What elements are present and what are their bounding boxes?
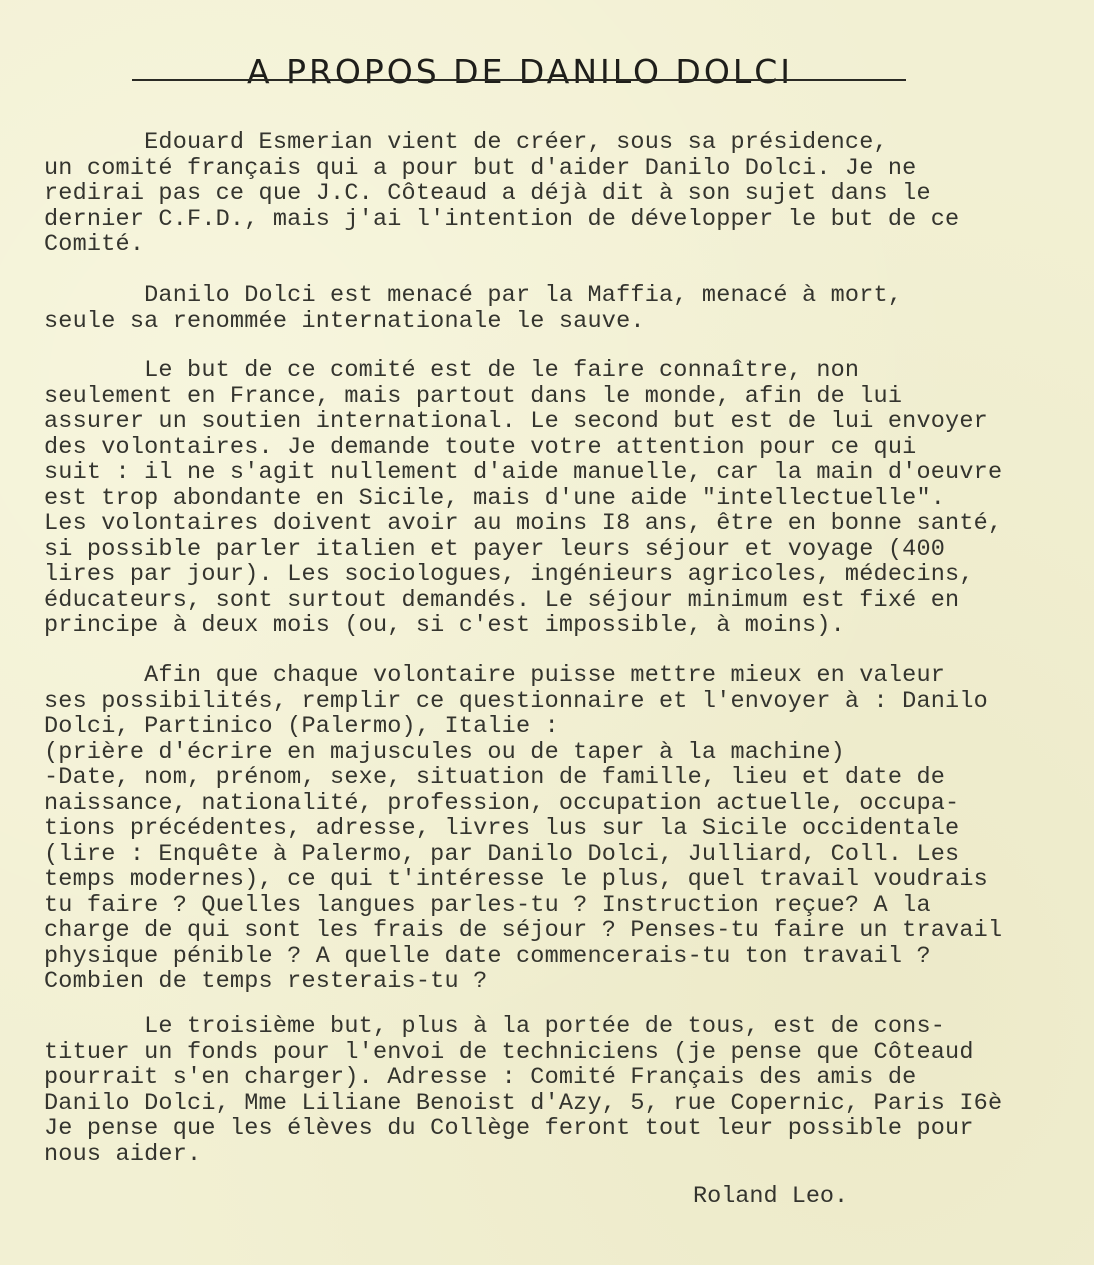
paragraph-threat: Danilo Dolci est menacé par la Maffia, menacé à mort, seule sa renommée internationale le sauve. [44,282,903,335]
paragraph-goals: Le but de ce comité est de le faire connaître, non seulement en France, mais partout dans le monde, afin de lui assurer un soutien international. Le second but est de lui envoyer des volontaires. Je demande toute votre attention pour ce qui suit : il ne s'agit nullement d'aide manuelle, car la main d'oeuvre est trop abondante en Sicile, mais d'une aide "intellectuelle". Les volontaires doivent avoir au moins I8 ans, être en bonne santé, si possible parler italien et payer leurs séjour et voyage (400 lires par jour). Les sociologues, ingénieurs agricoles, médecins, éducateurs, sont surtout demandés. Le séjour minimum est fixé en principe à deux mois (ou, si c'est impossible, à moins). [44,357,1003,639]
paragraph-intro: Edouard Esmerian vient de créer, sous sa présidence, un comité français qui a pour but d'aider Danilo Dolci. Je ne redirai pas ce que J.C. Côteaud a déjà dit à son sujet dans le dernier C.F.D., mais j'ai l'intention de développer le but de ce Comité. [44,129,960,258]
paragraph-fund: Le troisième but, plus à la portée de tous, est de cons- tituer un fonds pour l'envoi de techniciens (je pense que Côteaud pourrait s'en charger). Adresse : Comité Français des amis de Danilo Dolci, Mme Liliane Benoist d'Azy, 5, rue Copernic, Paris I6è Je pense que les élèves du Collège feront tout leur possible pour nous aider. [44,1013,1003,1168]
page-title: A PROPOS DE DANILO DOLCI [247,52,793,92]
paragraph-questionnaire: Afin que chaque volontaire puisse mettre mieux en valeur ses possibilités, remplir ce questionnaire et l'envoyer à : Danilo Dolci, Partinico (Palermo), Italie : (prière d'écrire en majuscules ou de taper à la machine) -Date, nom, prénom, sexe, situation de famille, lieu et date de naissance, nationalité, profession, occupation actuelle, occupa- tions précédentes, adresse, livres lus sur la Sicile occidentale (lire : Enquête à Palermo, par Danilo Dolci, Julliard, Coll. Les temps modernes), ce qui t'intéresse le plus, quel travail voudrais tu faire ? Quelles langues parles-tu ? Instruction reçue? A la charge de qui sont les frais de séjour ? Penses-tu faire un travail physique pénible ? A quelle date commencerais-tu ton travail ? Combien de temps resterais-tu ? [44,662,1003,995]
signature: Roland Leo. [693,1183,849,1210]
title-underline [132,79,906,81]
